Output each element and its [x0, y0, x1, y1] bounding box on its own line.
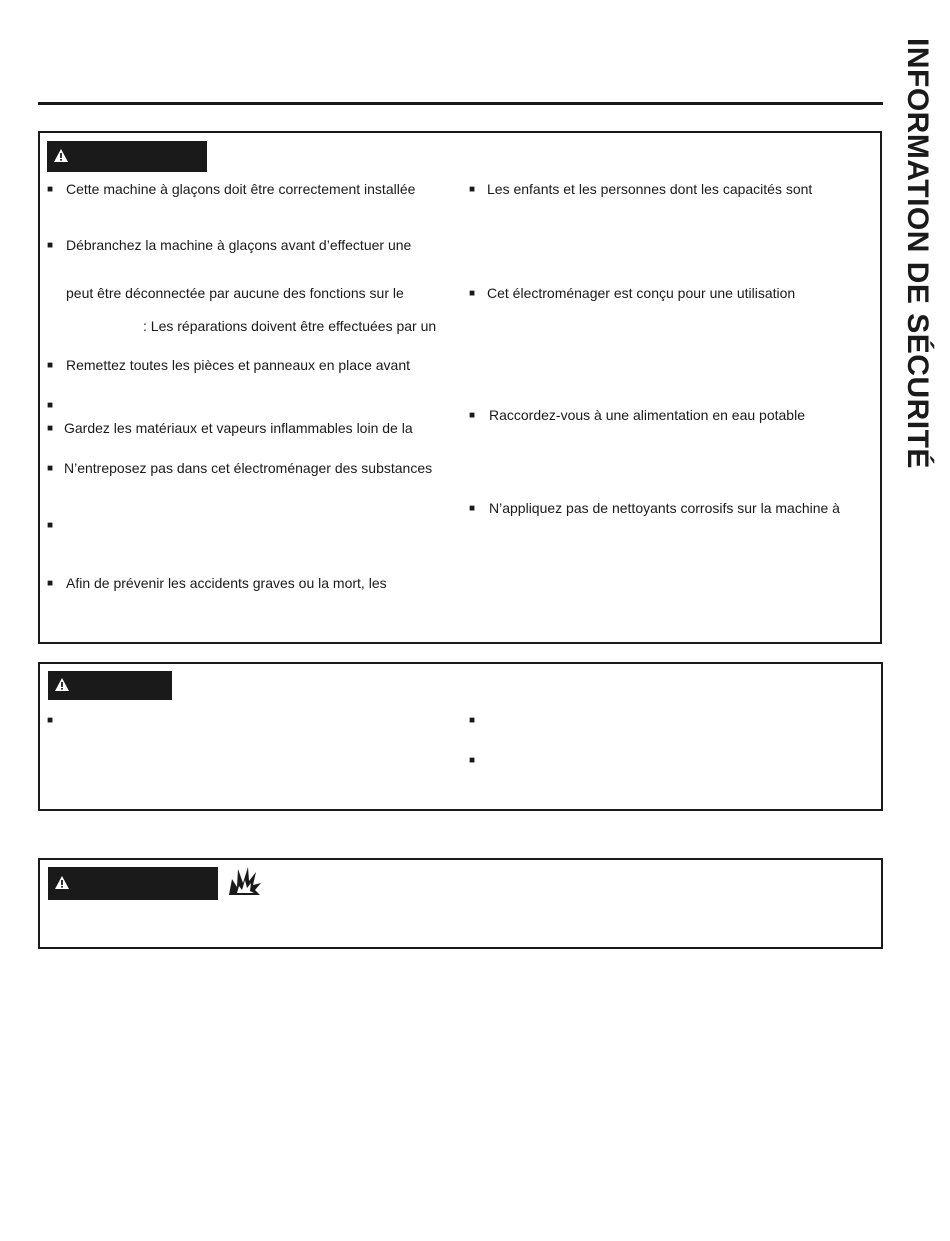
- bullet-marker: ■: [47, 423, 54, 434]
- bullet-marker: ■: [469, 410, 476, 421]
- caution-header-bar: [48, 671, 172, 700]
- bullet-marker: ■: [469, 184, 476, 195]
- warning-item: Remettez toutes les pièces et panneaux en place avant: [66, 357, 410, 373]
- section-side-title: INFORMATION DE SÉCURITÉ: [901, 38, 934, 469]
- bullet-marker: ■: [47, 463, 54, 474]
- bullet-marker: ■: [469, 755, 476, 766]
- explosion-icon: [228, 866, 262, 896]
- warning-triangle-icon: [55, 678, 69, 691]
- warning-item: Gardez les matériaux et vapeurs inflammables loin de la: [64, 420, 413, 436]
- warning-item: Cet électroménager est conçu pour une utilisation: [487, 285, 796, 301]
- warning-box: [38, 131, 882, 644]
- warning-item-continuation: : Les réparations doivent être effectuées par un: [143, 318, 437, 334]
- warning-triangle-icon: [54, 149, 68, 162]
- bullet-marker: ■: [47, 578, 54, 589]
- warning-item: Cette machine à glaçons doit être correctement installée: [66, 181, 416, 197]
- warning-item-continuation: peut être déconnectée par aucune des fonctions sur le: [66, 285, 404, 301]
- warning-item: Afin de prévenir les accidents graves ou la mort, les: [66, 575, 387, 591]
- bullet-marker: ■: [47, 184, 54, 195]
- bullet-marker: ■: [469, 503, 476, 514]
- warning-item: Les enfants et les personnes dont les capacités sont: [487, 181, 813, 197]
- danger-header-bar: [48, 867, 218, 900]
- bullet-marker: ■: [47, 360, 54, 371]
- warning-item: Débranchez la machine à glaçons avant d’effectuer une: [66, 237, 412, 253]
- bullet-marker: ■: [47, 520, 54, 531]
- header-rule: [38, 102, 883, 105]
- bullet-marker: ■: [47, 240, 54, 251]
- bullet-marker: ■: [469, 288, 476, 299]
- warning-item: N’entreposez pas dans cet électroménager des substances: [64, 460, 433, 476]
- bullet-marker: ■: [47, 400, 54, 411]
- bullet-marker: ■: [469, 715, 476, 726]
- bullet-marker: ■: [47, 715, 54, 726]
- warning-item: Raccordez-vous à une alimentation en eau potable: [489, 407, 805, 423]
- warning-header-bar: [47, 141, 207, 172]
- warning-triangle-icon: [55, 876, 69, 889]
- warning-item: N’appliquez pas de nettoyants corrosifs sur la machine à: [489, 500, 840, 516]
